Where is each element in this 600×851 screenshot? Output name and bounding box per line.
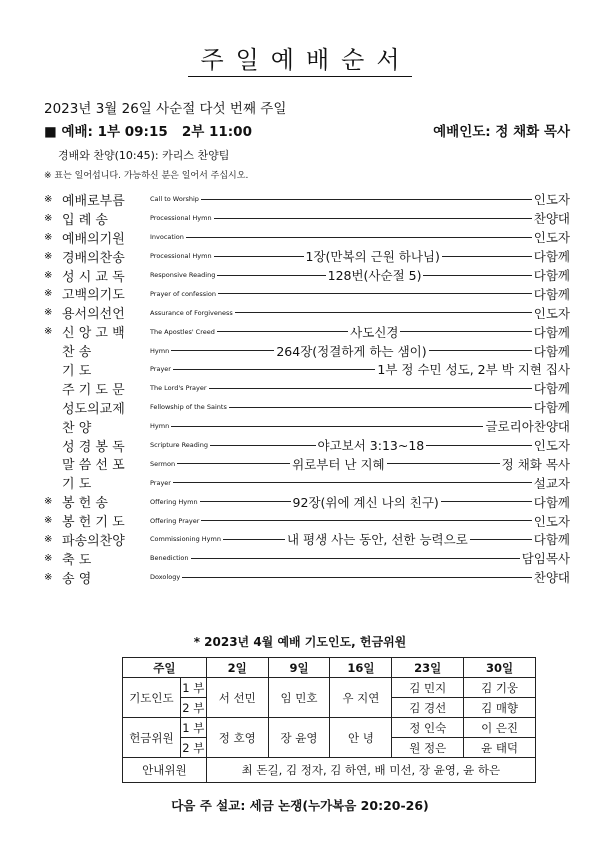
order-item-responsible: 다함께 [533, 381, 570, 397]
next-sermon: 다음 주 설교: 세금 논쟁(누가복음 20:20-26) [171, 798, 429, 813]
leader-line [173, 482, 532, 483]
leader-line [173, 369, 375, 370]
order-row [44, 190, 570, 209]
order-item-responsible: 다함께 [533, 324, 570, 340]
order-item-responsible: 다함께 [533, 268, 570, 283]
header-cell: 23일 [392, 658, 464, 678]
table-cell: 우 지연 [330, 678, 392, 718]
usher-row [123, 758, 536, 783]
order-item-english: Prayer of confession [150, 289, 217, 298]
leader-line [229, 407, 532, 408]
order-item-english: Scripture Reading [150, 441, 208, 450]
standing-mark: ※ [44, 193, 53, 205]
order-item-responsible: 다함께 [533, 400, 570, 416]
order-row [44, 549, 570, 568]
leader-line [171, 350, 274, 351]
order-row [44, 341, 570, 360]
leader-line [186, 237, 532, 238]
page-title: 주일예배순서 [0, 40, 600, 75]
part-cell: 2 부 [180, 738, 206, 758]
order-row [44, 473, 570, 492]
order-item-detail: 내 평생 사는 동안, 선한 능력으로 [286, 532, 468, 548]
order-item-name: 용서의선언 [62, 307, 125, 323]
order-item-responsible: 찬양대 [533, 570, 570, 586]
order-item-responsible: 정 채화 목사 [501, 456, 570, 472]
standing-mark: ※ [44, 552, 53, 564]
leader-line [182, 577, 532, 578]
leader-line [429, 350, 532, 351]
leader-line [209, 388, 532, 389]
order-item-english: Invocation [150, 233, 184, 242]
table-cell: 정 호영 [206, 718, 268, 758]
leader-line [426, 445, 532, 446]
leader-line [217, 331, 348, 332]
order-item-detail: 사도신경 [350, 324, 399, 340]
order-item-name: 입 례 송 [62, 212, 108, 228]
standing-mark: ※ [44, 571, 53, 583]
order-row [44, 417, 570, 436]
leader-line [441, 501, 532, 502]
order-item-english: Responsive Reading [150, 271, 216, 279]
order-item-detail: 위로부터 난 지혜 [292, 456, 385, 472]
table-cell: 장 윤영 [268, 718, 330, 758]
table-cell: 김 매향 [464, 698, 536, 718]
leader-label: 예배인도: [433, 124, 491, 140]
order-item-responsible: 인도자 [533, 438, 571, 454]
header-cell: 9일 [268, 658, 330, 678]
order-item-name: 성 경 봉 독 [62, 439, 125, 455]
leader-line [235, 312, 532, 313]
standing-mark: ※ [44, 231, 53, 243]
order-item-name: 축 도 [62, 552, 92, 568]
leader-line [201, 199, 532, 200]
order-item-name: 예배의기원 [62, 231, 125, 247]
order-item-english: Prayer [150, 478, 171, 487]
order-item-name: 봉 헌 기 도 [62, 515, 125, 531]
order-row [44, 228, 570, 247]
order-row [44, 247, 570, 266]
standing-mark: ※ [44, 269, 53, 281]
leader-line [214, 256, 304, 257]
order-item-english: Hymn [150, 346, 170, 355]
leader-line [177, 463, 290, 464]
header-cell: 주일 [123, 658, 207, 678]
leader-line [214, 218, 532, 219]
order-item-name: 성 시 교 독 [62, 269, 125, 285]
prayer-row-1 [123, 678, 536, 698]
order-item-english: Offering Hymn [150, 497, 198, 506]
order-item-english: The Lord's Prayer [150, 384, 207, 393]
table-cell: 김 경선 [392, 698, 464, 718]
order-row [44, 266, 570, 285]
order-row [44, 454, 570, 473]
order-item-responsible: 다함께 [533, 286, 570, 302]
part-cell: 2 부 [180, 698, 206, 718]
table-cell: 안 녕 [330, 718, 392, 758]
header-cell: 16일 [330, 658, 392, 678]
standing-mark: ※ [44, 326, 53, 338]
order-row [44, 379, 570, 398]
table-cell: 정 인숙 [392, 718, 464, 738]
schedule-header-row [123, 658, 536, 678]
date-line: 2023년 3월 26일 사순절 다섯 번째 주일 [44, 101, 287, 117]
table-cell: 서 선민 [206, 678, 268, 718]
leader-line [400, 331, 531, 332]
order-row [44, 284, 570, 303]
table-cell: 김 민지 [392, 678, 464, 698]
table-cell: 김 기웅 [464, 678, 536, 698]
order-item-name: 송 영 [62, 571, 92, 587]
leader-line [210, 445, 316, 446]
order-item-responsible: 인도자 [533, 230, 570, 246]
order-row [44, 303, 570, 322]
order-item-english: Offering Prayer [150, 516, 200, 525]
service-first: 1부 09:15 [97, 124, 168, 140]
order-row [44, 530, 570, 549]
order-item-name: 찬 송 [62, 345, 92, 361]
order-row [44, 209, 570, 228]
order-item-responsible: 인도자 [533, 192, 570, 208]
order-item-detail: 1장(만복의 근원 하나님) [305, 249, 440, 265]
part-cell: 1 부 [180, 718, 206, 738]
standing-mark: ※ [44, 496, 53, 508]
order-item-name: 성도의교제 [62, 401, 125, 417]
order-item-english: Processional Hymn [150, 252, 212, 261]
order-item-responsible: 글로리아찬양대 [485, 419, 570, 435]
order-item-english: Call to Worship [150, 195, 199, 204]
leader-line [171, 426, 483, 427]
standing-mark: ※ [44, 250, 53, 262]
table-cell: 원 정은 [392, 738, 464, 758]
order-item-english: Benediction [150, 554, 189, 563]
standing-mark: ※ [44, 533, 53, 545]
standing-mark: ※ [44, 307, 53, 319]
order-item-name: 주 기 도 문 [62, 382, 125, 398]
order-item-english: The Apostles' Creed [150, 327, 215, 336]
order-item-english: Sermon [150, 459, 176, 468]
order-item-detail: 야고보서 3:13~18 [317, 438, 425, 454]
order-item-name: 봉 헌 송 [62, 496, 108, 512]
order-row [44, 511, 570, 530]
service-times [44, 120, 252, 140]
order-item-name: 파송의찬양 [62, 533, 125, 549]
leader-line [218, 293, 532, 294]
order-item-name: 찬 양 [62, 420, 92, 436]
leader-line [423, 275, 531, 276]
leader-line [387, 463, 500, 464]
order-item-name: 기 도 [62, 477, 92, 493]
order-item-name: 기 도 [62, 363, 92, 379]
order-item-detail: 128번(사순절 5) [327, 268, 422, 283]
order-item-detail: 92장(위에 계신 나의 친구) [292, 494, 439, 510]
standing-mark: ※ [44, 212, 53, 224]
table-cell: 이 은진 [464, 718, 536, 738]
leader-line [200, 501, 291, 502]
order-row [44, 492, 570, 511]
order-item-responsible: 다함께 [533, 494, 571, 510]
order-row [44, 398, 570, 417]
schedule-title: * 2023년 4월 예배 기도인도, 헌금위원 [193, 635, 407, 649]
usher-names: 최 돈길, 김 정자, 김 하연, 배 미선, 장 윤영, 윤 하은 [206, 758, 535, 783]
usher-label: 안내위원 [123, 758, 207, 783]
order-row [44, 436, 570, 455]
worship-leader [433, 120, 570, 140]
order-item-responsible: 인도자 [533, 513, 570, 529]
order-item-english: Doxology [150, 573, 181, 582]
leader-name: 정 채화 목사 [495, 124, 570, 140]
order-item-english: Fellowship of the Saints [150, 403, 227, 412]
header-cell: 30일 [464, 658, 536, 678]
order-item-english: Prayer [150, 365, 171, 374]
standing-mark: ※ [44, 515, 53, 527]
leader-line [201, 520, 531, 521]
order-item-responsible: 다함께 [533, 532, 570, 548]
order-row [44, 360, 570, 379]
order-item-responsible: 담임목사 [521, 551, 570, 567]
leader-line [470, 539, 532, 540]
header-cell: 2일 [206, 658, 268, 678]
order-item-name: 신 앙 고 백 [62, 326, 125, 342]
order-row [44, 568, 570, 587]
service-label: ■ 예배: [44, 124, 93, 140]
praise-line: 경배와 찬양(10:45): 카리스 찬양팀 [58, 149, 230, 162]
offering-row-1 [123, 718, 536, 738]
order-item-responsible: 인도자 [533, 305, 570, 321]
part-cell: 1 부 [180, 678, 206, 698]
prayer-label: 기도인도 [123, 678, 181, 718]
offering-label: 헌금위원 [123, 718, 181, 758]
order-row [44, 322, 570, 341]
leader-line [223, 539, 285, 540]
leader-line [442, 256, 532, 257]
standing-note: ※ 표는 일어섭니다. 가능하신 분은 일어서 주십시오. [44, 171, 249, 181]
table-cell: 윤 태덕 [464, 738, 536, 758]
order-item-responsible: 다함께 [533, 249, 570, 265]
order-item-name: 말 씀 선 포 [62, 458, 125, 474]
order-item-english: Assurance of Forgiveness [150, 308, 233, 317]
order-item-name: 예배로부름 [62, 193, 125, 209]
service-second: 2부 11:00 [181, 124, 252, 140]
order-item-responsible: 찬양대 [533, 211, 570, 227]
order-item-responsible: 1부 정 수민 성도, 2부 박 지현 집사 [377, 362, 570, 378]
order-item-responsible: 설교자 [533, 475, 570, 491]
leader-line [191, 558, 520, 559]
order-item-name: 경배의찬송 [62, 250, 125, 266]
order-item-responsible: 다함께 [533, 343, 570, 359]
schedule-table [122, 657, 536, 783]
order-item-english: Hymn [150, 422, 170, 431]
table-cell: 임 민호 [268, 678, 330, 718]
standing-mark: ※ [44, 288, 53, 300]
order-of-worship [44, 190, 570, 587]
order-item-detail: 264장(정결하게 하는 샘이) [276, 343, 427, 359]
order-item-name: 고백의기도 [62, 288, 125, 304]
order-item-english: Processional Hymn [150, 214, 212, 223]
order-item-english: Commissioning Hymn [150, 535, 221, 544]
leader-line [217, 275, 325, 276]
